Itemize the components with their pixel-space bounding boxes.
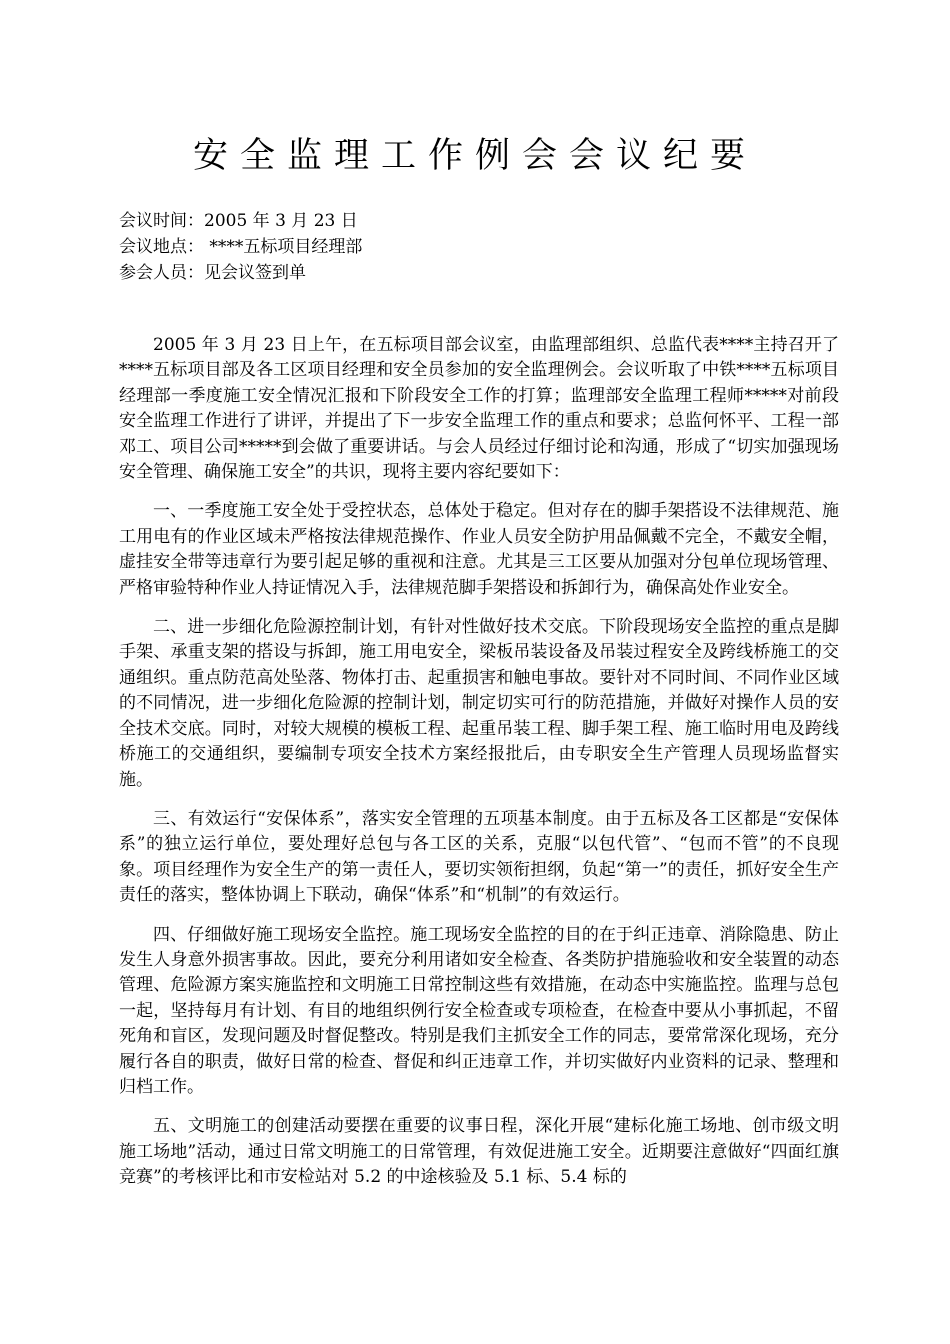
minutes-body: [119, 333, 839, 1205]
item-2-paragraph: 二、进一步细化危险源控制计划，有针对性做好技术交底。下阶段现场安全监控的重点是脚手架、承重支架的搭设与拆卸，施工用电安全，梁板吊装设备及吊装过程安全及跨线桥施工的交通组织。重点防范高处坠落、物体打击、起重损害和触电事故。要针对不同时间、不同作业区域的不同情况，进一步细化危险源的控制计划，制定切实可行的防范措施，并做好对操作人员的安全技术交底。同时，对较大规模的模板工程、起重吊装工程、脚手架工程、施工临时用电及跨线桥施工的交通组织，要编制专项安全技术方案经报批后，由专职安全生产管理人员现场监督实施。: [119, 617, 839, 790]
item-3-paragraph: 三、有效运行“安保体系”，落实安全管理的五项基本制度。由于五标及各工区都是“安保体系”的独立运行单位，要处理好总包与各工区的关系，克服“以包代管”、“包而不管”的不良现象。项目经理作为安全生产的第一责任人，要切实领衔担纲，负起“第一”的责任，抓好安全生产责任的落实，整体协调上下联动，确保“体系”和“机制”的有效运行。: [119, 808, 839, 906]
meeting-time: 会议时间：2005 年 3 月 23 日: [119, 211, 358, 231]
meeting-attendees: 参会人员：见会议签到单: [119, 263, 306, 283]
document-title: 安全监理工作例会会议纪要: [192, 136, 757, 176]
meeting-info: [119, 208, 362, 286]
item-1-paragraph: 一、一季度施工安全处于受控状态，总体处于稳定。但对存在的脚手架搭设不法律规范、施工用电有的作业区域未严格按法律规范操作、作业人员安全防护用品佩戴不完全，不戴安全帽，虚挂安全带等违章行为要引起足够的重视和注意。尤其是三工区要从加强对分包单位现场管理、严格审验特种作业人持证情况入手，法律规范脚手架搭设和拆卸行为，确保高处作业安全。: [119, 501, 839, 598]
intro-paragraph: 2005 年 3 月 23 日上午，在五标项目部会议室，由监理部组织、总监代表****主持召开了****五标项目部及各工区项目经理和安全员参加的安全监理例会。会议听取了中铁****五标项目经理部一季度施工安全情况汇报和下阶段安全工作的打算；监理部安全监理工程师*****对前段安全监理工作进行了讲评，并提出了下一步安全监理工作的重点和要求；总监何怀平、工程一部邓工、项目公司*****到会做了重要讲话。与会人员经过仔细讨论和沟通，形成了“切实加强现场安全管理、确保施工安全”的共识，现将主要内容纪要如下：: [119, 335, 839, 483]
item-5-paragraph: 五、文明施工的创建活动要摆在重要的议事日程，深化开展“建标化施工场地、创市级文明施工场地”活动，通过日常文明施工的日常管理，有效促进施工安全。近期要注意做好“四面红旗竞赛”的考核评比和市安检站对 5.2 的中途核验及 5.1 标、5.4 标的: [119, 1116, 839, 1188]
item-4-paragraph: 四、仔细做好施工现场安全监控。施工现场安全监控的目的在于纠正违章、消除隐患、防止发生人身意外损害事故。因此，要充分利用诸如安全检查、各类防护措施验收和安全装置的动态管理、危险源方案实施监控和文明施工日常控制这些有效措施，在动态中实施监控。监理与总包一起，坚持每月有计划、有目的地组织例行安全检查或专项检查，在检查中要从小事抓起，不留死角和盲区，发现问题及时督促整改。特别是我们主抓安全工作的同志，要常常深化现场，充分履行各自的职责，做好日常的检查、督促和纠正违章工作，并切实做好内业资料的记录、整理和归档工作。: [119, 924, 839, 1097]
meeting-place: 会议地点： ****五标项目经理部: [119, 237, 363, 257]
